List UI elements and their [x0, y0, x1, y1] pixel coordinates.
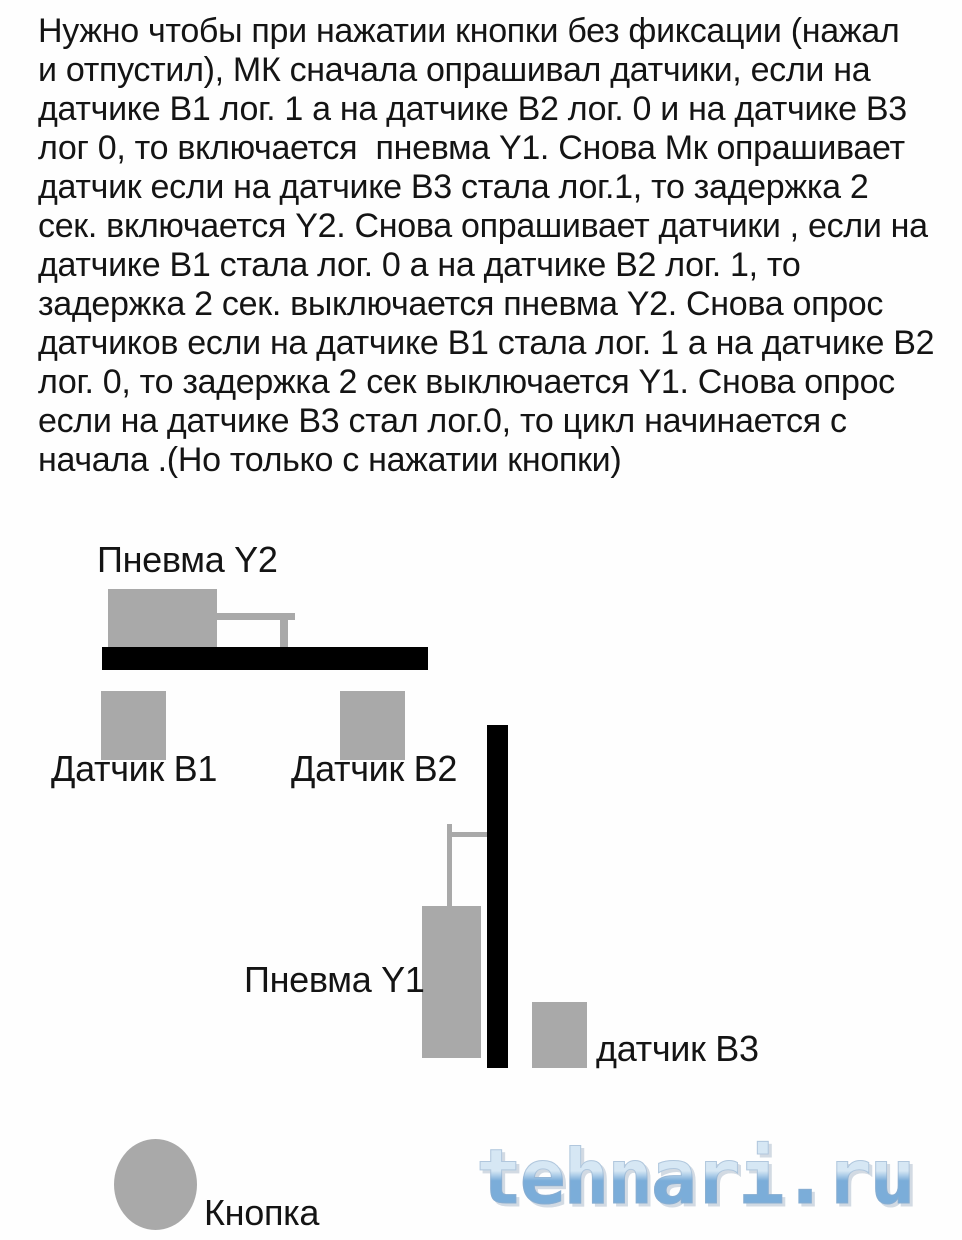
description-line: Нужно чтобы при нажатии кнопки без фиксации (нажал [38, 12, 900, 50]
description-line: сек. включается Y2. Снова опрашивает датчики , если на [38, 207, 928, 245]
button-circle [114, 1139, 197, 1230]
description-line: датчике В1 стала лог. 0 а на датчике В2 лог. 1, то [38, 246, 801, 284]
sensor-b1-label: Датчик В1 [51, 748, 218, 789]
description-line: датчике В1 лог. 1 а на датчике В2 лог. 0 и на датчике В3 [38, 90, 907, 128]
description-line: начала .(Но только с нажатии кнопки) [38, 441, 622, 479]
pneuma-y2-block [108, 589, 217, 647]
pneuma-y1-label: Пневма Y1 [244, 959, 425, 1000]
description-line: лог 0, то включается пневма Y1. Снова Мк опрашивает [38, 129, 905, 167]
pneuma-y2-rod-vertical [280, 615, 288, 648]
button-label: Кнопка [204, 1192, 320, 1233]
task-description [38, 12, 943, 480]
description-line: и отпустил), МК сначала опрашивал датчики, если на [38, 51, 871, 89]
horizontal-rail [102, 647, 428, 670]
description-line: датчик если на датчике В3 стала лог.1, то задержка 2 [38, 168, 869, 206]
description-line: если на датчике В3 стал лог.0, то цикл начинается с [38, 402, 847, 440]
sensor-b3-block [532, 1002, 587, 1068]
sensor-b2-label: Датчик В2 [291, 748, 458, 789]
description-line: датчиков если на датчике В1 стала лог. 1 а на датчике В2 [38, 324, 935, 362]
description-line: задержка 2 сек. выключается пневма Y2. Снова опрос [38, 285, 884, 323]
pneuma-y2-label: Пневма Y2 [97, 539, 278, 580]
description-line: лог. 0, то задержка 2 сек выключается Y1. Снова опрос [38, 363, 895, 401]
sensor-b3-label: датчик В3 [596, 1028, 759, 1069]
pneuma-y1-block [422, 906, 481, 1058]
pneuma-y1-rod-horizontal [450, 832, 487, 837]
tehnari-watermark-logo: tehnari.ru [476, 1132, 914, 1221]
vertical-rail [487, 725, 508, 1068]
